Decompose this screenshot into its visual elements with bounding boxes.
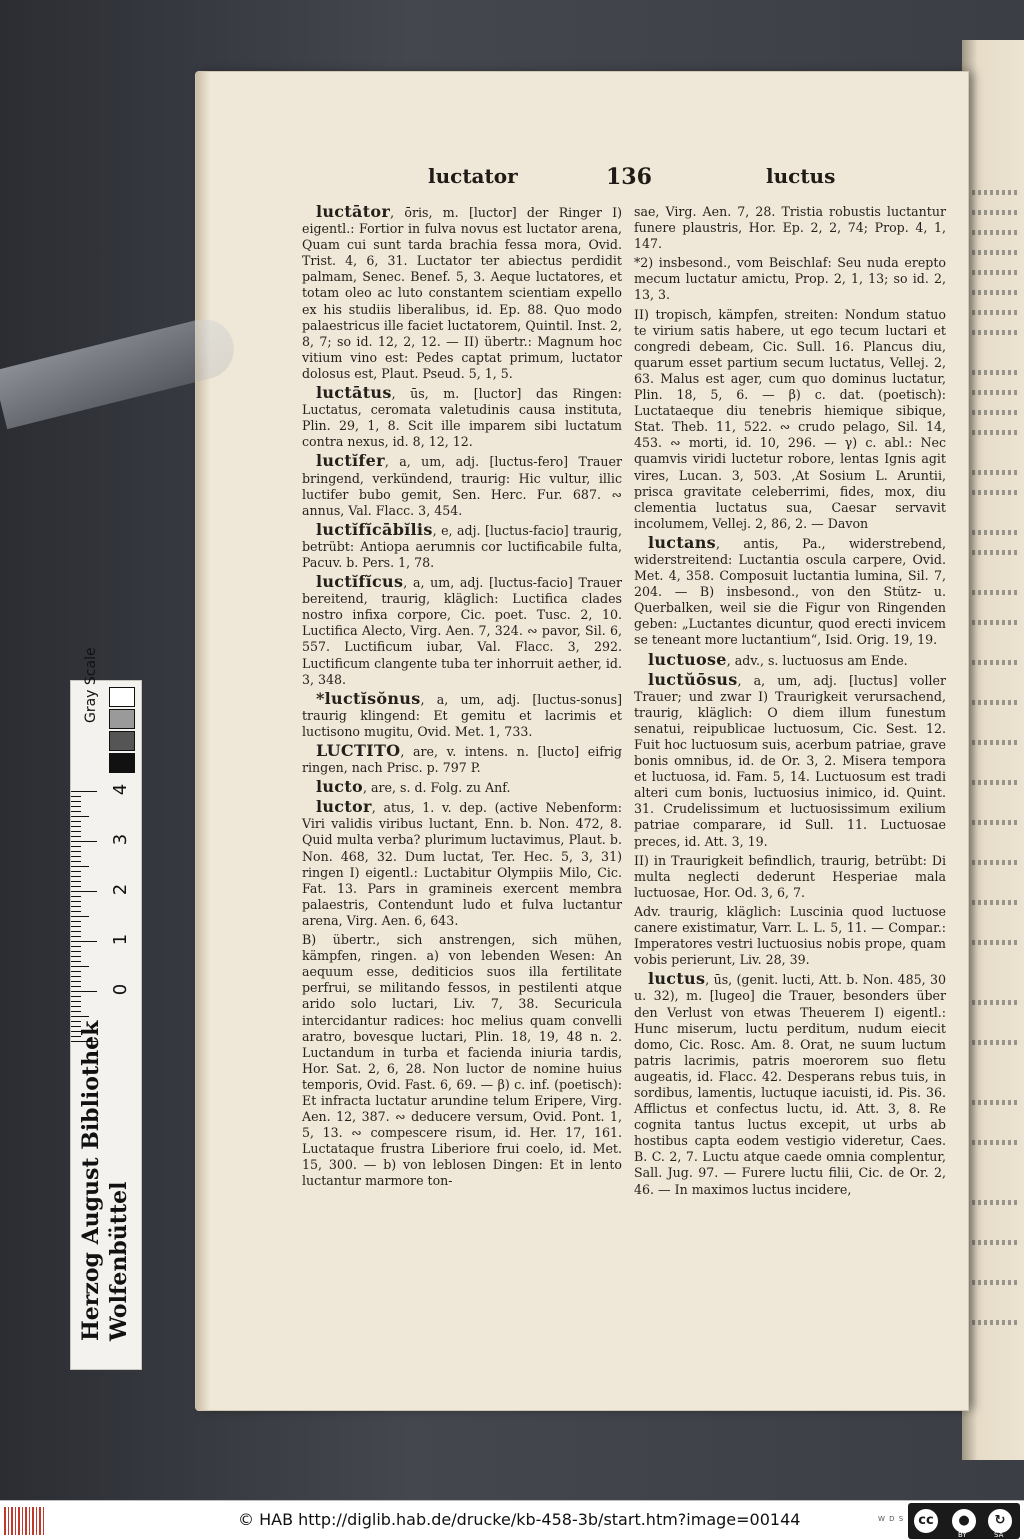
dictionary-entry (302, 385, 622, 450)
entry-text: , a, um, adj. [luctus-fero] Trauer bringend, verkündend, traurig: Hic vultur, illic luctifer bubo gemit, Sen. Herc. Fur. 687. ∾ annus, Val. Flacc. 3, 454. (302, 454, 622, 518)
entry-text: II) tropisch, kämpfen, streiten: Nondum statuo te virium satis habere, ut ego tecum luctari et congredi debeam, Cic. Sull. 16. Plancus diu, quarum esset partium secum luctatus, Vellej. 2, 63. Malus est ager, cum quo dominus luctatur, Plin. 18, 5, 6. — β) c. dat. (poetisch): Luctataeque diu tenebris hiemique sibique, Stat. Theb. 11, 522. ∾ crudo pelago, Sil. 14, 453. ∾ morti, id. 10, 296. — γ) c. abl.: Nec quamvis viridi luctetur robore, lentas Ignis agit vires, Lucan. 3, 503. ‚At Sosium L. Aruntii, prisca gravitate celeberrimi, fides, mox, diu clementia luctatus sua, Caesar servavit incolumem, Vellej. 2, 86, 2. — Davon (634, 306, 946, 531)
entry-text: II) in Traurigkeit befindlich, traurig, betrübt: Di multa neglecti dederunt Hesperiae mala luctuosae, Hor. Od. 3, 6, 7. (634, 852, 946, 900)
person-icon: ● (950, 1507, 978, 1535)
entry-text: , a, um, adj. [luctus-sonus] traurig klingend: Et gemitu et lacrimis et luctisono mugitu, Ovid. Met. 1, 733. (302, 691, 622, 739)
dictionary-entry (302, 519, 622, 571)
entry-text: , e, adj. [luctus-facio] traurig, betrübt: Antiopa aerumnis cor luctificabile fulta, Pacuv. b. Pers. 1, 78. (302, 522, 622, 570)
dictionary-entry (302, 932, 622, 1190)
dictionary-entry (634, 255, 946, 303)
dictionary-entry (302, 688, 622, 740)
dictionary-entry (302, 799, 622, 929)
facing-page-edge (962, 40, 1024, 1460)
library-name-line1: Herzog August Bibliothek (78, 1020, 104, 1341)
entry-headword: luctor (316, 797, 372, 817)
entry-headword: lucto (316, 777, 364, 797)
ruler-number: 0 (110, 983, 132, 996)
entry-text: *2) insbesond., vom Beischlaf: Seu nuda erepto mecum luctatur amictu, Prop. 2, 1, 13; so id. 2, 13, 3. (634, 255, 946, 303)
cc-license-badge[interactable] (908, 1503, 1020, 1539)
entry-text: , ūs, (genit. lucti, Att. b. Non. 485, 30 u. 32), m. [lugeo] die Trauer, besonders über den Verlust von etwas Theuerem I) eigentl.: Hunc miserum, luctu perditum, nudum eiecit domo, Cic. Rosc. Am. 8. Orat, ne suum luctum patris lacrimis, patris moerorem suo fletu augeatis, id. Flacc. 42. Desperans rebus tuis, in sordibus, lamentis, luctuque iacuisti, id. Pis. 36. Afflictus et confectus luctu, id. Att. 3, 8. Re cognita tantus luctus excepit, ut urbs ab hostibus capta eodem vestigio videretur, Caes. B. C. 2, 7. Luctu atque caede omnia complentur, Sall. Jug. 97. — Furere luctu filii, Cic. de Or. 2, 46. — In maximos luctus incidere, (634, 972, 946, 1197)
entry-text: , atus, 1. v. dep. (active Nebenform: Viri validis viribus luctant, Enn. b. Non. 472, 8. Quid multa verba? plurimum luctavimus, Plaut. b. Non. 468, 32. Dum luctat, Ter. Hec. 5, 3, 31) ringen I) eigentl.: Luctabitur Olympiis Milo, Cic. Fat. 13. Pars in gramineis exercent membra palaestris, Contendunt ludo et fulva luctantur arena, Virg. Aen. 6, 643. (302, 800, 622, 928)
dictionary-entry (634, 971, 946, 1197)
entry-headword: luctĭfĭcus (316, 572, 404, 592)
ruler-number: 2 (110, 883, 132, 896)
entry-text: B) übertr., sich anstrengen, sich mühen, kämpfen, ringen. a) von lebenden Wesen: An aequum esse, dediticios suos illa fertilitate perfrui, se militando fessos, in pestilenti atque arido solo luctari, Liv. 7, 38. Securicula intercidantur radices: hoc melius quam convelli aratro, bovesque luctari, Plin. 18, 19, 48 n. 2. Luctandum in turba et facienda iniuria tardis, Hor. Sat. 2, 6, 28. Non luctor de nomine huius temporis, Ovid. Fast. 6, 69. — β) c. inf. (poetisch): Et infracta luctatur arundine telum Eripere, Virg. Aen. 12, 387. ∾ deducere versum, Ovid. Pont. 1, 5, 13. ∾ compescere risum, id. Her. 17, 161. Luctataque frustra Liberiore frui coelo, id. Met. 15, 300. — b) von leblosen Dingen: Et in lento luctantur marmore ton- (302, 932, 622, 1189)
dictionary-entry (302, 204, 622, 382)
entry-headword: LUCTITO (316, 741, 401, 760)
right-column (634, 204, 946, 1201)
footer-code: W D S (878, 1515, 905, 1523)
ruler-number: 4 (110, 783, 132, 796)
dictionary-entry (634, 307, 946, 532)
header-right-word: luctus (766, 164, 836, 188)
license-by-label: BY (958, 1531, 967, 1539)
entry-headword: luctans (648, 532, 716, 552)
page-number: 136 (606, 164, 652, 190)
share-alike-icon: ↻ (986, 1507, 1014, 1535)
entry-text: , are, v. intens. n. [lucto] eifrig ringen, nach Prisc. p. 797 P. (302, 744, 622, 776)
running-header (196, 164, 968, 194)
entry-headword: luctuose (648, 649, 727, 669)
entry-headword: luctātor (316, 202, 391, 221)
dictionary-entry (634, 904, 946, 968)
entry-text: , ūs, m. [luctor] das Ringen: Luctatus, ceromata valetudinis causa instituta, Plin. 29, 1, 8. Scit ille imparem sibi luctatum contra nexus, id. 8, 12, 12. (302, 386, 622, 450)
dictionary-entry (302, 743, 622, 776)
entry-text: , a, um, adj. [luctus] voller Trauer; und zwar I) Traurigkeit verursachend, traurig, kläglich: O diem illum funestum senatui, reipublicae luctuosum, Cic. Sest. 12. Fuit hoc luctuosum suis, acerbum patriae, grave bonis omnibus, id. de Or. 3, 2. Misera tempora et luctuosa, id. Fam. 5, 14. Luctuosum est tradi alteri cum bonis, luctuosius inimico, id. Quint. 31. Crudelissimum et luctuosissimum exilium patriae comparare, id Sull. 11. Luctuosae preces, id. Att. 3, 19. (634, 672, 946, 849)
cc-icon: cc (912, 1507, 940, 1535)
entry-text: Adv. traurig, kläglich: Luscinia quod luctuose canere existimatur, Varr. L. L. 5, 11. — Compar.: Imperatores vestri luctuosius nobis prope, quam vobis perierunt, Liv. 28, 39. (634, 903, 946, 968)
dictionary-entry (302, 574, 622, 688)
footer-bar (0, 1500, 1024, 1540)
license-sa-label: SA (994, 1531, 1004, 1539)
entry-headword: luctĭfer (316, 451, 385, 471)
gray-scale-label: Gray Scale (83, 647, 99, 723)
entry-text: sae, Virg. Aen. 7, 28. Tristia robustis luctantur funere plaustris, Hor. Ep. 2, 2, 74; Prop. 4, 1, 147. (634, 204, 946, 252)
entry-headword: luctātus (316, 383, 392, 403)
dictionary-entry (634, 532, 946, 649)
entry-text: , a, um, adj. [luctus-facio] Trauer bereitend, traurig, kläglich: Luctifica clades nostro infixa corpore, Cic. poet. Tusc. 2, 10. Luctifica Alecto, Virg. Aen. 7, 324. ∾ pavor, Sil. 6, 557. Luctificum iubar, Val. Flacc. 3, 292. Luctificum clangente tuba ter inhorruit aether, id. 3, 348. (302, 575, 622, 687)
entry-text: , are, s. d. Folg. zu Anf. (363, 780, 511, 796)
header-left-word: luctator (428, 164, 518, 188)
dictionary-entry (634, 853, 946, 901)
dictionary-entry (634, 649, 946, 669)
entry-text: , ōris, m. [luctor] der Ringer I) eigentl.: Fortior in fulva novus est luctator arena, Quam cui sunt tarda brachia fessa mora, Ovid. Trist. 4, 6, 31. Luctator ter abiectus perdidit palmam, Senec. Benef. 5, 3. Aeque luctatores, et totam oleo ac luto constantem scientiam expello ex his studiis liberalibus, id. Ep. 88. Quo modo palaestricus ille faciet luctatorem, Quintil. Inst. 2, 8, 7; so id. 12, 2, 12. — II) übertr.: Magnum hoc vitium vino est: Pedes captat primum, luctator dolosus est, Plaut. Pseud. 5, 1, 5. (302, 205, 622, 381)
left-column (302, 204, 622, 1193)
dictionary-entry (634, 669, 946, 850)
dictionary-page (196, 72, 968, 1410)
dictionary-entry (634, 204, 946, 252)
dictionary-entry (302, 453, 622, 518)
library-name-line2: Wolfenbüttel (106, 1181, 132, 1341)
footer-url-link[interactable]: © HAB http://diglib.hab.de/drucke/kb-458-3b/start.htm?image=00144 (238, 1510, 801, 1529)
ruler-number: 1 (110, 933, 132, 946)
entry-headword: luctŭōsus (648, 669, 738, 689)
entry-headword: luctĭfĭcābĭlis (316, 519, 433, 539)
entry-headword: luctus (648, 969, 706, 989)
hab-logo-icon (4, 1507, 44, 1535)
entry-text: , antis, Pa., widerstrebend, widerstreitend: Luctantia oscula carpere, Ovid. Met. 4, 358. Composuit luctantia lumina, Sil. 7, 204. — B) insbesond., von den Stütz- u. Querbalken, weil sie die Figur von Ringenden geben: „Luctantes dicuntur, quod erecti invicem se teneant more luctantium“, Isid. Orig. 19, 19. (634, 535, 946, 648)
dictionary-entry (302, 779, 622, 796)
scale-ruler (70, 647, 142, 1370)
entry-headword: *luctĭsŏnus (316, 688, 421, 708)
entry-text: , adv., s. luctuosus am Ende. (726, 652, 908, 668)
ruler-number: 3 (110, 833, 132, 846)
